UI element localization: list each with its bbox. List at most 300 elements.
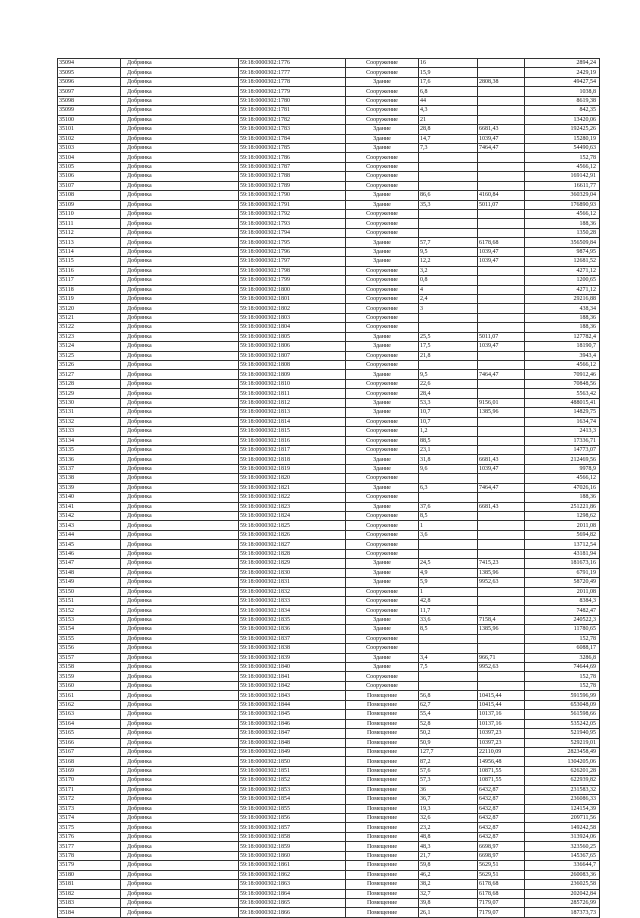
- table-row: [58, 870, 600, 879]
- area-cell: 42,8: [419, 596, 478, 605]
- cadastral-number-cell: 59:18:0000302:1842: [239, 681, 346, 690]
- object-type-cell: Сооружение: [346, 294, 419, 303]
- cadastral-value-cell: 6088,17: [525, 644, 600, 653]
- cadastral-value-cell: 626201,28: [525, 766, 600, 775]
- row-number-cell: 35125: [58, 351, 121, 360]
- cadastral-value-cell: 521940,95: [525, 729, 600, 738]
- row-number-cell: 35148: [58, 568, 121, 577]
- area-cell: [419, 540, 478, 549]
- area-cell: [419, 153, 478, 162]
- row-number-cell: 35094: [58, 59, 121, 68]
- unit-value-cell: 6432,87: [478, 795, 525, 804]
- area-cell: [419, 549, 478, 558]
- table-row: [58, 436, 600, 445]
- area-cell: 3,2: [419, 266, 478, 275]
- row-number-cell: 35152: [58, 606, 121, 615]
- object-type-cell: Помещение: [346, 691, 419, 700]
- object-type-cell: Сооружение: [346, 445, 419, 454]
- locality-cell: Добрянка: [121, 644, 239, 653]
- row-number-cell: 35116: [58, 266, 121, 275]
- row-number-cell: 35097: [58, 87, 121, 96]
- table-row: [58, 332, 600, 341]
- cadastral-number-cell: 59:18:0000302:1808: [239, 361, 346, 370]
- table-row: [58, 417, 600, 426]
- area-cell: 36,7: [419, 795, 478, 804]
- locality-cell: Добрянка: [121, 266, 239, 275]
- unit-value-cell: [478, 427, 525, 436]
- cadastral-number-cell: 59:18:0000302:1820: [239, 474, 346, 483]
- cadastral-value-cell: 152,78: [525, 681, 600, 690]
- cadastral-number-cell: 59:18:0000302:1777: [239, 68, 346, 77]
- object-type-cell: Сооружение: [346, 304, 419, 313]
- row-number-cell: 35107: [58, 181, 121, 190]
- area-cell: 2,4: [419, 294, 478, 303]
- row-number-cell: 35095: [58, 68, 121, 77]
- cadastral-number-cell: 59:18:0000302:1792: [239, 210, 346, 219]
- area-cell: 23,2: [419, 823, 478, 832]
- locality-cell: Добрянка: [121, 427, 239, 436]
- locality-cell: Добрянка: [121, 389, 239, 398]
- table-row: [58, 247, 600, 256]
- row-number-cell: 35170: [58, 776, 121, 785]
- row-number-cell: 35162: [58, 700, 121, 709]
- area-cell: 59,8: [419, 861, 478, 870]
- table-row: [58, 238, 600, 247]
- row-number-cell: 35133: [58, 427, 121, 436]
- unit-value-cell: 9952,63: [478, 663, 525, 672]
- locality-cell: Добрянка: [121, 313, 239, 322]
- area-cell: 32,7: [419, 889, 478, 898]
- cadastral-value-cell: 3943,4: [525, 351, 600, 360]
- cadastral-value-cell: 842,35: [525, 106, 600, 115]
- cadastral-value-cell: 54490,63: [525, 143, 600, 152]
- locality-cell: Добрянка: [121, 68, 239, 77]
- locality-cell: Добрянка: [121, 681, 239, 690]
- area-cell: [419, 672, 478, 681]
- object-type-cell: Сооружение: [346, 210, 419, 219]
- locality-cell: Добрянка: [121, 332, 239, 341]
- cadastral-value-cell: 653048,09: [525, 700, 600, 709]
- cadastral-number-cell: 59:18:0000302:1776: [239, 59, 346, 68]
- row-number-cell: 35105: [58, 162, 121, 171]
- area-cell: 9,5: [419, 370, 478, 379]
- cadastral-value-cell: 127782,4: [525, 332, 600, 341]
- cadastral-value-cell: 356509,84: [525, 238, 600, 247]
- cadastral-number-cell: 59:18:0000302:1809: [239, 370, 346, 379]
- row-number-cell: 35178: [58, 851, 121, 860]
- cadastral-number-cell: 59:18:0000302:1812: [239, 398, 346, 407]
- locality-cell: Добрянка: [121, 691, 239, 700]
- table-row: [58, 549, 600, 558]
- cadastral-number-cell: 59:18:0000302:1791: [239, 200, 346, 209]
- object-type-cell: Сооружение: [346, 436, 419, 445]
- area-cell: 57,7: [419, 238, 478, 247]
- object-type-cell: Сооружение: [346, 379, 419, 388]
- cadastral-value-cell: 231583,32: [525, 785, 600, 794]
- cadastral-value-cell: 188,36: [525, 313, 600, 322]
- area-cell: [419, 162, 478, 171]
- locality-cell: Добрянка: [121, 228, 239, 237]
- table-row: [58, 153, 600, 162]
- table-row: [58, 672, 600, 681]
- cadastral-number-cell: 59:18:0000302:1783: [239, 125, 346, 134]
- unit-value-cell: 1039,47: [478, 342, 525, 351]
- cadastral-number-cell: 59:18:0000302:1865: [239, 898, 346, 907]
- unit-value-cell: [478, 389, 525, 398]
- object-type-cell: Здание: [346, 483, 419, 492]
- locality-cell: Добрянка: [121, 653, 239, 662]
- cadastral-number-cell: 59:18:0000302:1814: [239, 417, 346, 426]
- unit-value-cell: [478, 106, 525, 115]
- unit-value-cell: [478, 294, 525, 303]
- area-cell: [419, 172, 478, 181]
- object-type-cell: Сооружение: [346, 276, 419, 285]
- row-number-cell: 35175: [58, 823, 121, 832]
- locality-cell: Добрянка: [121, 700, 239, 709]
- row-number-cell: 35168: [58, 757, 121, 766]
- row-number-cell: 35173: [58, 804, 121, 813]
- locality-cell: Добрянка: [121, 530, 239, 539]
- row-number-cell: 35122: [58, 323, 121, 332]
- table-row: [58, 408, 600, 417]
- table-row: [58, 521, 600, 530]
- area-cell: 9,6: [419, 464, 478, 473]
- unit-value-cell: 6432,87: [478, 785, 525, 794]
- table-row: [58, 842, 600, 851]
- unit-value-cell: [478, 587, 525, 596]
- cadastral-value-cell: 58720,49: [525, 578, 600, 587]
- cadastral-number-cell: 59:18:0000302:1815: [239, 427, 346, 436]
- cadastral-number-cell: 59:18:0000302:1816: [239, 436, 346, 445]
- locality-cell: Добрянка: [121, 549, 239, 558]
- cadastral-value-cell: 152,78: [525, 153, 600, 162]
- area-cell: 3,6: [419, 530, 478, 539]
- table-row: [58, 77, 600, 86]
- row-number-cell: 35127: [58, 370, 121, 379]
- area-cell: 33,6: [419, 615, 478, 624]
- cadastral-number-cell: 59:18:0000302:1786: [239, 153, 346, 162]
- cadastral-value-cell: 4566,12: [525, 474, 600, 483]
- unit-value-cell: 6178,68: [478, 880, 525, 889]
- unit-value-cell: [478, 172, 525, 181]
- row-number-cell: 35149: [58, 578, 121, 587]
- cadastral-value-cell: 4271,12: [525, 266, 600, 275]
- locality-cell: Добрянка: [121, 493, 239, 502]
- unit-value-cell: 6681,43: [478, 502, 525, 511]
- object-type-cell: Сооружение: [346, 596, 419, 605]
- row-number-cell: 35167: [58, 747, 121, 756]
- unit-value-cell: 7415,23: [478, 559, 525, 568]
- cadastral-value-cell: 260083,36: [525, 870, 600, 879]
- area-cell: 50,9: [419, 738, 478, 747]
- object-type-cell: Сооружение: [346, 285, 419, 294]
- object-type-cell: Помещение: [346, 814, 419, 823]
- row-number-cell: 35141: [58, 502, 121, 511]
- unit-value-cell: 6681,43: [478, 125, 525, 134]
- cadastral-number-cell: 59:18:0000302:1780: [239, 96, 346, 105]
- locality-cell: Добрянка: [121, 106, 239, 115]
- cadastral-number-cell: 59:18:0000302:1807: [239, 351, 346, 360]
- row-number-cell: 35121: [58, 313, 121, 322]
- cadastral-number-cell: 59:18:0000302:1810: [239, 379, 346, 388]
- row-number-cell: 35126: [58, 361, 121, 370]
- area-cell: [419, 634, 478, 643]
- area-cell: [419, 219, 478, 228]
- unit-value-cell: [478, 304, 525, 313]
- cadastral-number-cell: 59:18:0000302:1853: [239, 785, 346, 794]
- cadastral-value-cell: 323560,25: [525, 842, 600, 851]
- cadastral-number-cell: 59:18:0000302:1862: [239, 870, 346, 879]
- row-number-cell: 35147: [58, 559, 121, 568]
- table-row: [58, 663, 600, 672]
- cadastral-value-cell: 15280,19: [525, 134, 600, 143]
- cadastral-number-cell: 59:18:0000302:1838: [239, 644, 346, 653]
- area-cell: 4,9: [419, 568, 478, 577]
- table-row: [58, 474, 600, 483]
- cadastral-value-cell: 285726,99: [525, 898, 600, 907]
- locality-cell: Добрянка: [121, 285, 239, 294]
- table-row: [58, 578, 600, 587]
- table-row: [58, 125, 600, 134]
- area-cell: 4: [419, 285, 478, 294]
- row-number-cell: 35128: [58, 379, 121, 388]
- table-row: [58, 96, 600, 105]
- object-type-cell: Помещение: [346, 823, 419, 832]
- area-cell: 17,5: [419, 342, 478, 351]
- area-cell: 1,2: [419, 427, 478, 436]
- row-number-cell: 35151: [58, 596, 121, 605]
- row-number-cell: 35096: [58, 77, 121, 86]
- cadastral-value-cell: 16611,77: [525, 181, 600, 190]
- unit-value-cell: 7179,07: [478, 898, 525, 907]
- cadastral-number-cell: 59:18:0000302:1829: [239, 559, 346, 568]
- table-row: [58, 634, 600, 643]
- area-cell: 14,7: [419, 134, 478, 143]
- object-type-cell: Помещение: [346, 719, 419, 728]
- locality-cell: Добрянка: [121, 398, 239, 407]
- cadastral-value-cell: 188,36: [525, 493, 600, 502]
- object-type-cell: Помещение: [346, 710, 419, 719]
- area-cell: 26,1: [419, 908, 478, 917]
- unit-value-cell: 10397,23: [478, 738, 525, 747]
- table-row: [58, 257, 600, 266]
- locality-cell: Добрянка: [121, 276, 239, 285]
- row-number-cell: 35145: [58, 540, 121, 549]
- row-number-cell: 35171: [58, 785, 121, 794]
- cadastral-value-cell: 11780,65: [525, 625, 600, 634]
- table-row: [58, 115, 600, 124]
- object-type-cell: Помещение: [346, 757, 419, 766]
- cadastral-number-cell: 59:18:0000302:1826: [239, 530, 346, 539]
- table-row: [58, 361, 600, 370]
- cadastral-value-cell: 124154,39: [525, 804, 600, 813]
- unit-value-cell: [478, 445, 525, 454]
- row-number-cell: 35101: [58, 125, 121, 134]
- row-number-cell: 35098: [58, 96, 121, 105]
- area-cell: [419, 323, 478, 332]
- unit-value-cell: [478, 96, 525, 105]
- cadastral-number-cell: 59:18:0000302:1794: [239, 228, 346, 237]
- locality-cell: Добрянка: [121, 417, 239, 426]
- cadastral-value-cell: 13712,54: [525, 540, 600, 549]
- row-number-cell: 35102: [58, 134, 121, 143]
- cadastral-number-cell: 59:18:0000302:1795: [239, 238, 346, 247]
- cadastral-value-cell: 236025,58: [525, 880, 600, 889]
- area-cell: 86,6: [419, 191, 478, 200]
- locality-cell: Добрянка: [121, 578, 239, 587]
- cadastral-number-cell: 59:18:0000302:1841: [239, 672, 346, 681]
- table-row: [58, 814, 600, 823]
- table-row: [58, 861, 600, 870]
- unit-value-cell: 5011,07: [478, 200, 525, 209]
- unit-value-cell: 6698,97: [478, 842, 525, 851]
- locality-cell: Добрянка: [121, 587, 239, 596]
- row-number-cell: 35111: [58, 219, 121, 228]
- cadastral-number-cell: 59:18:0000302:1840: [239, 663, 346, 672]
- cadastral-number-cell: 59:18:0000302:1811: [239, 389, 346, 398]
- row-number-cell: 35146: [58, 549, 121, 558]
- row-number-cell: 35135: [58, 445, 121, 454]
- cadastral-value-cell: 1350,28: [525, 228, 600, 237]
- unit-value-cell: 6432,87: [478, 832, 525, 841]
- table-row: [58, 738, 600, 747]
- object-type-cell: Сооружение: [346, 672, 419, 681]
- table-row: [58, 313, 600, 322]
- table-row: [58, 880, 600, 889]
- table-row: [58, 351, 600, 360]
- cadastral-value-cell: 176890,93: [525, 200, 600, 209]
- row-number-cell: 35180: [58, 870, 121, 879]
- cadastral-number-cell: 59:18:0000302:1852: [239, 776, 346, 785]
- row-number-cell: 35139: [58, 483, 121, 492]
- unit-value-cell: [478, 162, 525, 171]
- row-number-cell: 35113: [58, 238, 121, 247]
- cadastral-number-cell: 59:18:0000302:1866: [239, 908, 346, 917]
- area-cell: 6,8: [419, 87, 478, 96]
- table-row: [58, 294, 600, 303]
- table-row: [58, 559, 600, 568]
- unit-value-cell: [478, 417, 525, 426]
- cadastral-number-cell: 59:18:0000302:1832: [239, 587, 346, 596]
- area-cell: 44: [419, 96, 478, 105]
- table-row: [58, 757, 600, 766]
- unit-value-cell: 2808,38: [478, 77, 525, 86]
- cadastral-value-cell: 149242,58: [525, 823, 600, 832]
- table-row: [58, 596, 600, 605]
- locality-cell: Добрянка: [121, 238, 239, 247]
- row-number-cell: 35156: [58, 644, 121, 653]
- object-type-cell: Сооружение: [346, 172, 419, 181]
- cadastral-value-cell: 6791,19: [525, 568, 600, 577]
- locality-cell: Добрянка: [121, 115, 239, 124]
- cadastral-number-cell: 59:18:0000302:1864: [239, 889, 346, 898]
- object-type-cell: Сооружение: [346, 361, 419, 370]
- area-cell: 56,8: [419, 691, 478, 700]
- cadastral-value-cell: 7482,47: [525, 606, 600, 615]
- area-cell: 21,7: [419, 851, 478, 860]
- cadastral-number-cell: 59:18:0000302:1849: [239, 747, 346, 756]
- locality-cell: Добрянка: [121, 257, 239, 266]
- cadastral-number-cell: 59:18:0000302:1848: [239, 738, 346, 747]
- cadastral-value-table: [57, 58, 600, 918]
- locality-cell: Добрянка: [121, 710, 239, 719]
- object-type-cell: Здание: [346, 578, 419, 587]
- object-type-cell: Сооружение: [346, 115, 419, 124]
- locality-cell: Добрянка: [121, 814, 239, 823]
- table-row: [58, 200, 600, 209]
- cadastral-value-cell: 209711,56: [525, 814, 600, 823]
- unit-value-cell: 1385,96: [478, 625, 525, 634]
- table-row: [58, 228, 600, 237]
- locality-cell: Добрянка: [121, 898, 239, 907]
- locality-cell: Добрянка: [121, 823, 239, 832]
- object-type-cell: Здание: [346, 200, 419, 209]
- table-row: [58, 502, 600, 511]
- object-type-cell: Здание: [346, 408, 419, 417]
- row-number-cell: 35158: [58, 663, 121, 672]
- cadastral-number-cell: 59:18:0000302:1856: [239, 814, 346, 823]
- area-cell: 4,3: [419, 106, 478, 115]
- row-number-cell: 35124: [58, 342, 121, 351]
- locality-cell: Добрянка: [121, 323, 239, 332]
- cadastral-value-cell: 70848,56: [525, 379, 600, 388]
- table-row: [58, 710, 600, 719]
- row-number-cell: 35112: [58, 228, 121, 237]
- locality-cell: Добрянка: [121, 247, 239, 256]
- area-cell: 22,6: [419, 379, 478, 388]
- table-row: [58, 681, 600, 690]
- table-row: [58, 898, 600, 907]
- table-row: [58, 625, 600, 634]
- unit-value-cell: [478, 313, 525, 322]
- cadastral-value-cell: 188,36: [525, 323, 600, 332]
- cadastral-value-cell: 5563,42: [525, 389, 600, 398]
- area-cell: 21: [419, 115, 478, 124]
- object-type-cell: Здание: [346, 653, 419, 662]
- table-row: [58, 219, 600, 228]
- table-row: [58, 512, 600, 521]
- row-number-cell: 35103: [58, 143, 121, 152]
- cadastral-number-cell: 59:18:0000302:1851: [239, 766, 346, 775]
- row-number-cell: 35134: [58, 436, 121, 445]
- area-cell: [419, 474, 478, 483]
- object-type-cell: Здание: [346, 247, 419, 256]
- locality-cell: Добрянка: [121, 200, 239, 209]
- locality-cell: Добрянка: [121, 832, 239, 841]
- cadastral-value-cell: 2011,08: [525, 587, 600, 596]
- table-row: [58, 719, 600, 728]
- area-cell: 53,3: [419, 398, 478, 407]
- unit-value-cell: 6178,68: [478, 238, 525, 247]
- object-type-cell: Помещение: [346, 851, 419, 860]
- row-number-cell: 35140: [58, 493, 121, 502]
- locality-cell: Добрянка: [121, 445, 239, 454]
- table-row: [58, 691, 600, 700]
- table-row: [58, 162, 600, 171]
- row-number-cell: 35169: [58, 766, 121, 775]
- table-row: [58, 804, 600, 813]
- table-row: [58, 323, 600, 332]
- unit-value-cell: 5629,51: [478, 870, 525, 879]
- object-type-cell: Помещение: [346, 747, 419, 756]
- table-row: [58, 181, 600, 190]
- locality-cell: Добрянка: [121, 342, 239, 351]
- locality-cell: Добрянка: [121, 634, 239, 643]
- table-row: [58, 908, 600, 917]
- table-row: [58, 342, 600, 351]
- locality-cell: Добрянка: [121, 143, 239, 152]
- row-number-cell: 35114: [58, 247, 121, 256]
